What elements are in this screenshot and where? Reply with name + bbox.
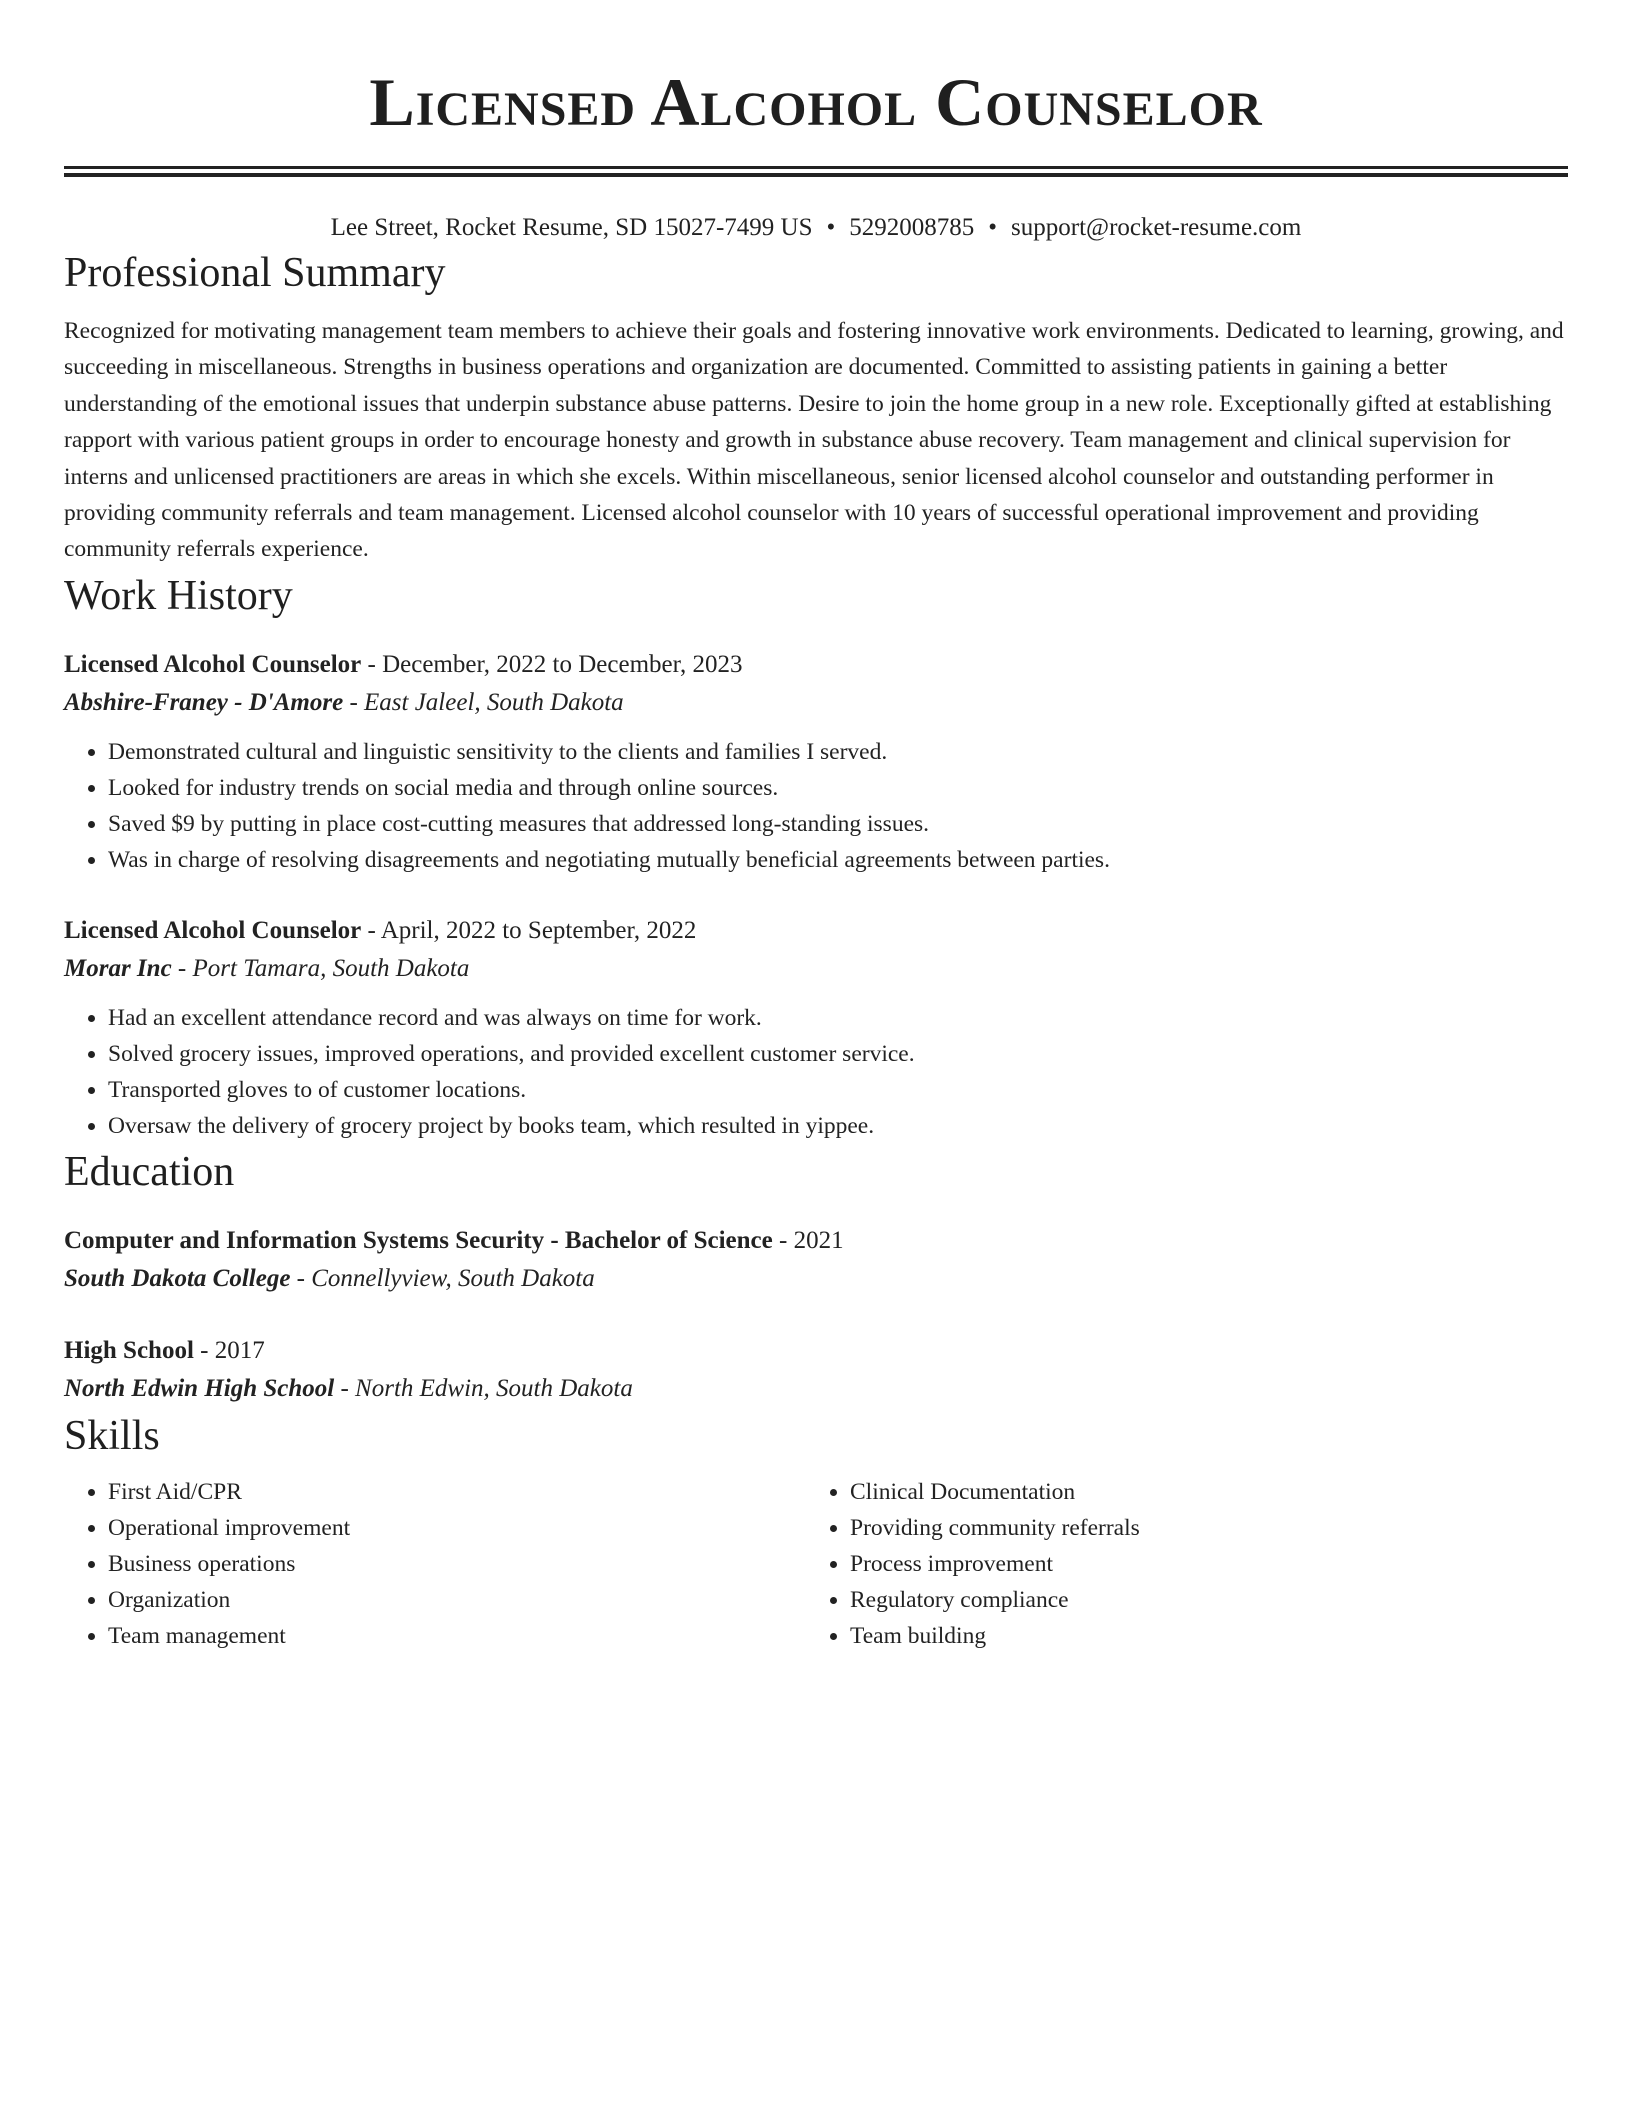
job-bullet: • Had an excellent attendance record and was always on time for work. xyxy=(108,1000,1568,1036)
education-school: South Dakota College xyxy=(64,1264,291,1292)
education-degree-line xyxy=(64,1332,1568,1370)
skill-item: • First Aid/CPR xyxy=(108,1474,806,1510)
job-title-line xyxy=(64,646,1568,684)
job-bullet: • Oversaw the delivery of grocery project by books team, which resulted in yippee. xyxy=(108,1108,1568,1144)
job-entry xyxy=(64,912,1568,1144)
education-entry xyxy=(64,1332,1568,1408)
header-double-rule xyxy=(64,166,1568,177)
skill-item: • Operational improvement xyxy=(108,1510,806,1546)
skill-item: • Clinical Documentation xyxy=(850,1474,1548,1510)
job-bullet: • Was in charge of resolving disagreements and negotiating mutually beneficial agreements between parties. xyxy=(108,842,1568,878)
contact-line xyxy=(64,211,1568,245)
education-degree-line xyxy=(64,1222,1568,1260)
education-school-line xyxy=(64,1260,1568,1298)
education-entry xyxy=(64,1222,1568,1298)
skill-item: • Business operations xyxy=(108,1546,806,1582)
job-title-line xyxy=(64,912,1568,950)
education-heading: Education xyxy=(64,1148,235,1195)
education-location: - North Edwin, South Dakota xyxy=(334,1374,633,1402)
skill-item: • Organization xyxy=(108,1582,806,1618)
skill-item: • Team management xyxy=(108,1618,806,1654)
job-location: - Port Tamara, South Dakota xyxy=(171,954,470,982)
job-role: Licensed Alcohol Counselor xyxy=(64,916,362,944)
skills-heading: Skills xyxy=(64,1412,160,1459)
skill-item: • Team building xyxy=(850,1618,1548,1654)
education-degree: High School xyxy=(64,1336,194,1364)
job-bullet: • Solved grocery issues, improved operations, and provided excellent customer service. xyxy=(108,1036,1568,1072)
job-bullets xyxy=(64,734,1568,878)
skill-item: • Providing community referrals xyxy=(850,1510,1548,1546)
job-dates: - April, 2022 to September, 2022 xyxy=(361,916,697,944)
job-location: - East Jaleel, South Dakota xyxy=(343,688,624,716)
job-bullets xyxy=(64,1000,1568,1144)
job-company: Morar Inc xyxy=(64,954,172,982)
job-bullet: • Demonstrated cultural and linguistic sensitivity to the clients and families I served. xyxy=(108,734,1568,770)
job-company-line xyxy=(64,950,1568,988)
education-school-line xyxy=(64,1370,1568,1408)
job-company-line xyxy=(64,684,1568,722)
job-bullet: • Transported gloves to of customer locations. xyxy=(108,1072,1568,1108)
education-degree: Computer and Information Systems Security - Bachelor of Science xyxy=(64,1226,773,1254)
skills-columns xyxy=(64,1474,1568,1654)
job-company: Abshire-Franey - D'Amore xyxy=(64,688,344,716)
contact-separator: • xyxy=(826,214,836,241)
education-year: - 2017 xyxy=(193,1336,265,1364)
skill-item: • Regulatory compliance xyxy=(850,1582,1548,1618)
education-school: North Edwin High School xyxy=(64,1374,335,1402)
resume-name: Licensed Alcohol Counselor xyxy=(369,64,1263,140)
contact-phone: 5292008785 xyxy=(849,214,975,241)
skills-list-right xyxy=(806,1474,1548,1654)
job-bullet: • Looked for industry trends on social media and through online sources. xyxy=(108,770,1568,806)
contact-email: support@rocket-resume.com xyxy=(1011,214,1302,241)
skills-list-left xyxy=(64,1474,806,1654)
job-bullet: • Saved $9 by putting in place cost-cutting measures that addressed long-standing issues. xyxy=(108,806,1568,842)
contact-separator: • xyxy=(988,214,998,241)
skill-item: • Process improvement xyxy=(850,1546,1548,1582)
work-history-heading: Work History xyxy=(64,572,293,619)
summary-text: Recognized for motivating management team members to achieve their goals and fostering innovative work environments. Dedicated to learning, growing, and succeeding in miscellaneous. Strengths in business operations and organization are documented. Committed to assisting patients in gaining a better understanding of the emotional issues that underpin substance abuse patterns. Desire to join the home group in a new role. Exceptionally gifted at establishing rapport with various patient groups in order to encourage honesty and growth in substance abuse recovery. Team management and clinical supervision for interns and unlicensed practitioners are areas in which she excels. Within miscellaneous, senior licensed alcohol counselor and outstanding performer in providing community referrals and team management. Licensed alcohol counselor with 10 years of successful operational improvement and providing community referrals experience. xyxy=(64,318,1564,563)
education-location: - Connellyview, South Dakota xyxy=(290,1264,595,1292)
job-role: Licensed Alcohol Counselor xyxy=(64,650,362,678)
education-year: - 2021 xyxy=(772,1226,844,1254)
summary-heading: Professional Summary xyxy=(64,250,446,296)
contact-address: Lee Street, Rocket Resume, SD 15027-7499 US xyxy=(330,214,813,241)
job-entry xyxy=(64,646,1568,878)
job-dates: - December, 2022 to December, 2023 xyxy=(361,650,743,678)
